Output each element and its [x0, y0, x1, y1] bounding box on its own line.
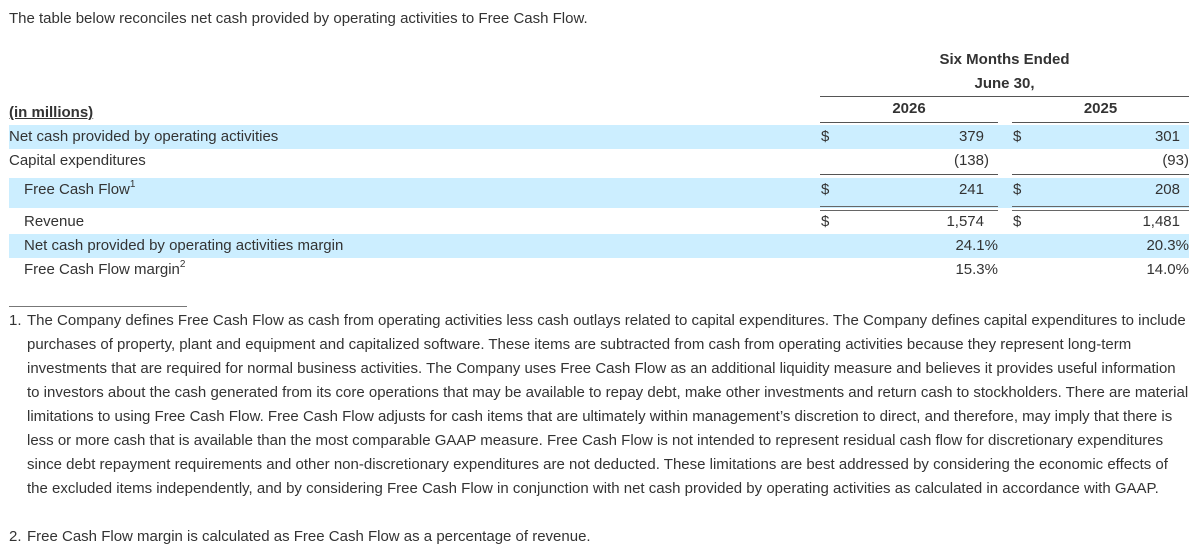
- value-2025: 301: [1154, 128, 1180, 145]
- period-header-line2: June 30,: [974, 75, 1035, 92]
- value-2026: 379: [958, 128, 984, 145]
- header-rule: [820, 96, 1189, 97]
- value-2025: 1,481: [1142, 213, 1180, 230]
- footnote-marker: 2: [179, 259, 186, 270]
- year-header-2025: 2025: [1083, 100, 1118, 117]
- value-2026: 24.1%: [955, 237, 998, 254]
- period-header-line1: Six Months Ended: [939, 51, 1070, 68]
- table-row: [9, 149, 1189, 173]
- table-row: [9, 178, 1189, 208]
- row-label: Net cash provided by operating activities: [9, 128, 279, 145]
- subtotal-rule-2025: [1012, 174, 1189, 175]
- value-2026: 1,574: [946, 213, 984, 230]
- intro-text: The table below reconciles net cash provided by operating activities to Free Cash Flow.: [9, 10, 588, 27]
- footnote-number: 1.: [9, 312, 22, 329]
- row-label: Free Cash Flow$^1$: [24, 179, 136, 198]
- footnote-text: Free Cash Flow margin is calculated as Free Cash Flow as a percentage of revenue.: [27, 528, 591, 545]
- table-row: [9, 125, 1189, 149]
- value-2026: 15.3%: [955, 261, 998, 278]
- row-label: Net cash provided by operating activities margin: [24, 237, 344, 254]
- value-2025: 14.0%: [1146, 261, 1189, 278]
- year-rule-2025: [1012, 122, 1189, 123]
- value-2026: (138): [953, 152, 989, 169]
- currency-symbol: $: [1013, 181, 1022, 198]
- currency-symbol: $: [821, 213, 830, 230]
- currency-symbol: $: [1013, 213, 1022, 230]
- currency-symbol: $: [1013, 128, 1022, 145]
- footnote-2: [9, 525, 1189, 549]
- row-label: Capital expenditures: [9, 152, 146, 169]
- footnote-text: The Company defines Free Cash Flow as cash from operating activities less cash outlays related to capital expenditures. The Company defines capital expenditures to include purchases of property, plant and equipment and capitalized software. These items are subtracted from cash from operating activities because they represent long-term investments that are required for normal business activities. The Company uses Free Cash Flow as an additional liquidity measure and believes it provides useful information to investors about the cash generated from its core operations that may be available to repay debt, make other investments and return cash to stockholders. There are material limitations to using Free Cash Flow. Free Cash Flow adjusts for cash items that are ultimately within management’s discretion to direct, and therefore, may imply that there is less or more cash that is available than the most comparable GAAP measure. Free Cash Flow is not intended to represent residual cash flow for discretionary expenditures since debt repayment requirements and other non-discretionary expenditures are not deducted. These limitations are best addressed by considering the economic effects of the excluded items independently, and by considering Free Cash Flow in conjunction with net cash provided by operating activities as calculated in accordance with GAAP.: [27, 312, 1189, 497]
- footnote-1: [9, 309, 1189, 501]
- units-label: (in millions): [9, 104, 94, 121]
- footnote-number: 2.: [9, 528, 22, 545]
- row-label: Revenue: [24, 213, 85, 230]
- currency-symbol: $: [821, 128, 830, 145]
- value-2025: 20.3%: [1146, 237, 1189, 254]
- table-row: [9, 258, 1189, 282]
- value-2025: (93): [1162, 152, 1189, 169]
- value-2025: 208: [1154, 181, 1180, 198]
- subtotal-rule-2026: [820, 174, 998, 175]
- year-header-2026: 2026: [892, 100, 926, 117]
- value-2026: 241: [958, 181, 984, 198]
- footnote-separator: [9, 306, 187, 307]
- row-label: Free Cash Flow margin$^2$: [24, 259, 186, 278]
- table-row: [9, 234, 1189, 258]
- year-rule-2026: [820, 122, 998, 123]
- table-row: [9, 210, 1189, 234]
- currency-symbol: $: [821, 181, 830, 198]
- footnote-marker: 1: [129, 179, 136, 190]
